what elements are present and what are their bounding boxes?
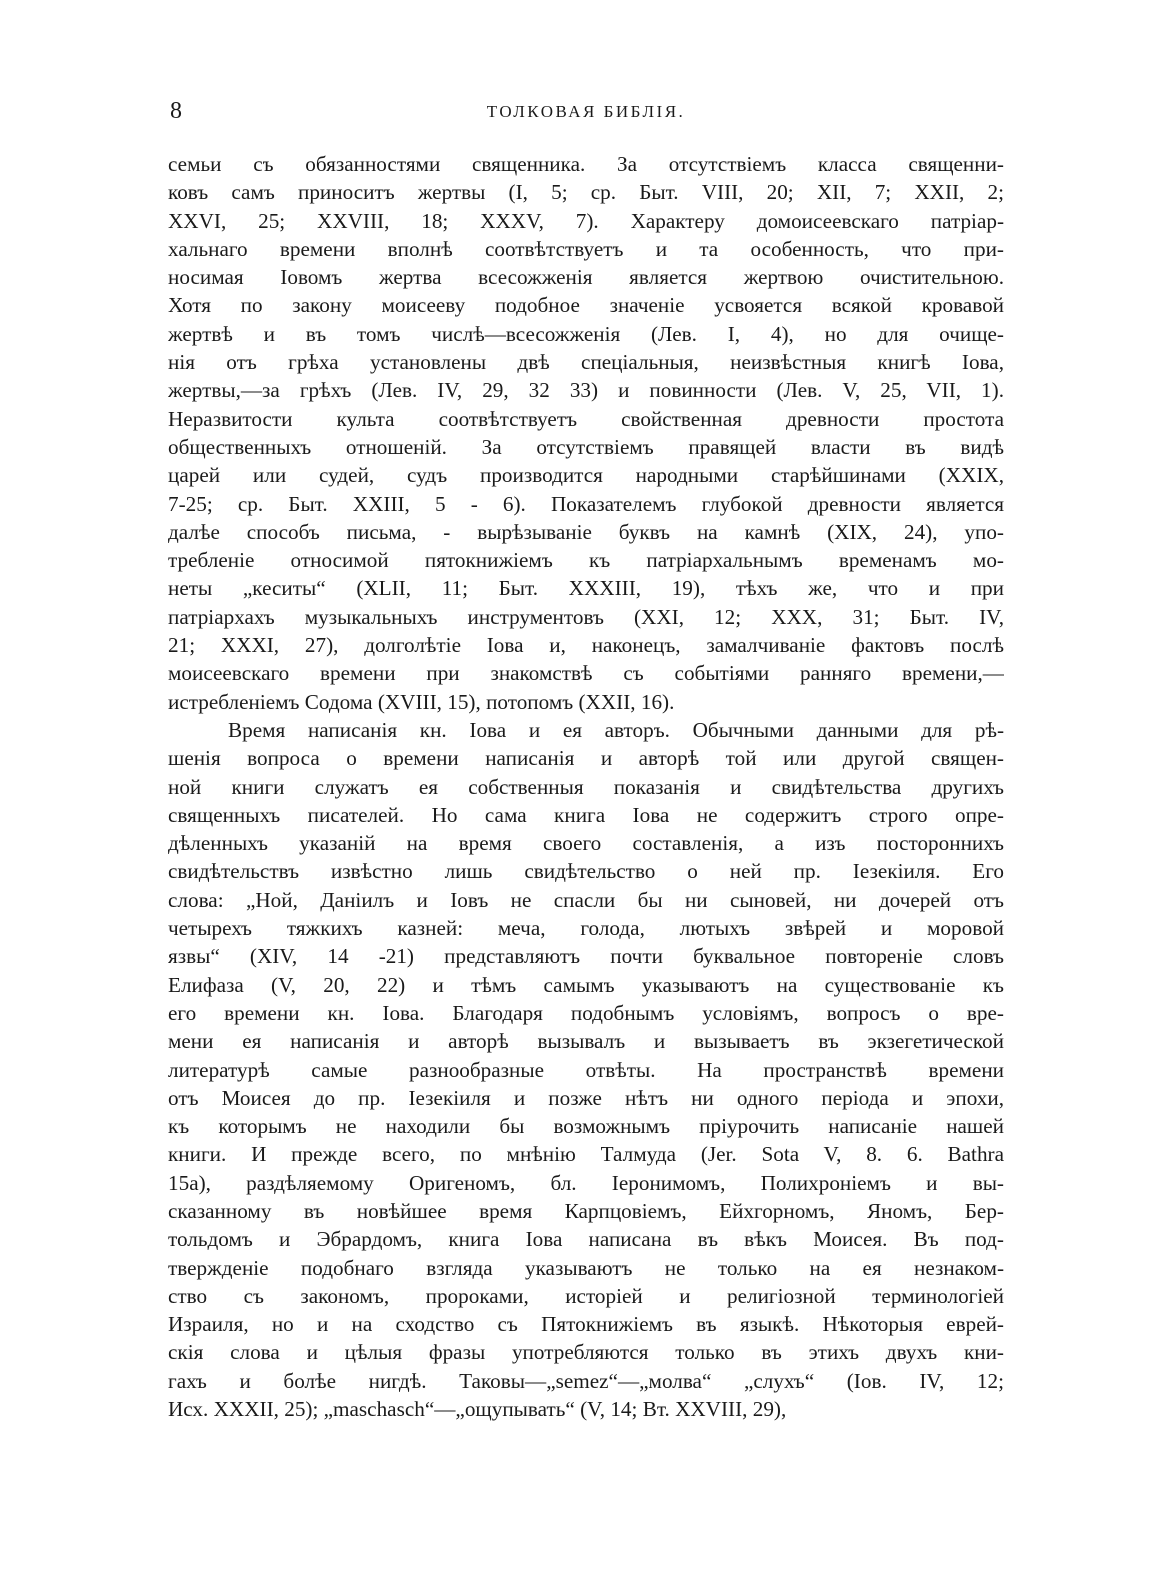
text-line: Исх. XXXII, 25); „maschasch“—„ощупывать“ (V, 14; Вт. XXVIII, 29), — [168, 1397, 787, 1422]
text-line: 7-25; ср. Быт. XXIII, 5 - 6). Показателемъ глубокой древности является — [168, 491, 1004, 516]
text-line: свидѣтельствъ извѣстно лишь свидѣтельство о ней пр. Іезекіиля. Его — [168, 859, 1004, 884]
text-line: Израиля, но и на сходство съ Пятокнижіемъ въ языкѣ. Нѣкоторыя еврей- — [168, 1312, 1004, 1337]
text-line: мени ея написанія и авторѣ вызывалъ и вызываетъ въ экзегетической — [168, 1029, 1004, 1054]
body-text — [168, 150, 1004, 1423]
text-line: Неразвитости культа соотвѣтствуетъ свойственная древности простота — [168, 406, 1004, 431]
text-line: царей или судей, судъ производится народными старѣйшинами (XXIX, — [168, 463, 1004, 488]
text-line: сказанному въ новѣйшее время Карпцовіемъ, Ейхгорномъ, Яномъ, Бер- — [168, 1198, 1004, 1223]
text-line: общественныхъ отношеній. За отсутствіемъ правящей власти въ видѣ — [168, 434, 1004, 459]
running-head — [168, 96, 1004, 126]
text-line: жертвы,—за грѣхъ (Лев. IV, 29, 32 33) и повинности (Лев. V, 25, VII, 1). — [168, 378, 1004, 403]
text-line: священныхъ писателей. Но сама книга Іова не содержитъ строго опре- — [168, 802, 1004, 827]
text-line: тольдомъ и Эбрардомъ, книга Іова написана въ вѣкъ Моисея. Въ под- — [168, 1227, 1004, 1252]
text-line: семьи съ обязанностями священника. За отсутствіемъ класса священни- — [168, 152, 1004, 176]
text-line: ство съ закономъ, пророками, исторіей и религіозной терминологіей — [168, 1283, 1004, 1308]
text-line: дѣленныхъ указаній на время своего составленія, а изъ постороннихъ — [168, 831, 1004, 856]
text-line: 15a), раздѣляемому Оригеномъ, бл. Іеронимомъ, Полихроніемъ и вы- — [168, 1170, 1004, 1195]
text-line: Хотя по закону моисееву подобное значеніе усвояется всякой кровавой — [168, 293, 1004, 318]
running-title: ТОЛКОВАЯ БИБЛІЯ. — [486, 102, 686, 121]
text-line: скія слова и цѣлыя фразы употребляются только въ этихъ двухъ кни- — [168, 1340, 1004, 1365]
text-line: хальнаго времени вполнѣ соотвѣтствуетъ и та особенность, что при- — [168, 236, 1004, 261]
paragraph — [168, 716, 1004, 1423]
text-line: Елифаза (V, 20, 22) и тѣмъ самымъ указываютъ на существованіе къ — [168, 972, 1004, 997]
paragraph — [168, 150, 1004, 716]
text-line: отъ Моисея до пр. Іезекіиля и позже нѣтъ ни одного періода и эпохи, — [168, 1085, 1004, 1110]
text-line: книги. И прежде всего, по мнѣнію Талмуда (Jer. Sota V, 8. 6. Bathra — [168, 1142, 1004, 1167]
text-line: къ которымъ не находили бы возможнымъ пріурочить написаніе нашей — [168, 1114, 1004, 1139]
text-line: патріархахъ музыкальныхъ инструментовъ (XXI, 12; XXX, 31; Быт. IV, — [168, 604, 1004, 629]
text-line: четырехъ тяжкихъ казней: меча, голода, лютыхъ звѣрей и моровой — [168, 916, 1004, 941]
text-line: ной книги служатъ ея собственныя показанія и свидѣтельства другихъ — [168, 774, 1004, 799]
text-line: XXVI, 25; XXVIII, 18; XXXV, 7). Характеру домоисеевскаго патріар- — [168, 208, 1004, 233]
text-line: ковъ самъ приноситъ жертвы (I, 5; ср. Быт. VIII, 20; XII, 7; XXII, 2; — [168, 180, 1004, 205]
text-line: Время написанія кн. Іова и ея авторъ. Обычными данными для рѣ- — [228, 717, 1004, 742]
text-line: носимая Іовомъ жертва всесожженія является жертвою очистительною. — [168, 265, 1004, 290]
text-line: жертвѣ и въ томъ числѣ—всесожженія (Лев. I, 4), но для очище- — [168, 321, 1004, 346]
text-line: 21; XXXI, 27), долголѣтіе Іова и, наконецъ, замалчиваніе фактовъ послѣ — [168, 633, 1004, 658]
text-line: далѣе способъ письма, - вырѣзываніе буквъ на камнѣ (XIX, 24), упо- — [168, 519, 1004, 544]
page-number: 8 — [170, 98, 182, 124]
text-line: нія отъ грѣха установлены двѣ спеціальныя, неизвѣстныя книгѣ Іова, — [168, 350, 1004, 375]
text-line: неты „кеситы“ (XLII, 11; Быт. XXXIII, 19), тѣхъ же, что и при — [168, 576, 1004, 601]
text-line: слова: „Ной, Даніилъ и Іовъ не спасли бы ни сыновей, ни дочерей отъ — [168, 887, 1004, 912]
text-line: твержденіе подобнаго взгляда указываютъ не только на ея незнаком- — [168, 1255, 1004, 1280]
text-line: гахъ и болѣе нигдѣ. Таковы—„semez“—„молва“ „слухъ“ (Іов. IV, 12; — [168, 1368, 1004, 1393]
text-line: шенія вопроса о времени написанія и авторѣ той или другой священ- — [168, 746, 1004, 771]
text-line: моисеевскаго времени при знакомствѣ съ событіями ранняго времени,— — [168, 661, 1004, 686]
text-line: его времени кн. Іова. Благодаря подобнымъ условіямъ, вопросъ о вре- — [168, 1000, 1004, 1025]
text-line: истребленіемъ Содома (XVIII, 15), потопомъ (XXII, 16). — [168, 689, 675, 714]
text-line: язвы“ (XIV, 14 -21) представляютъ почти буквальное повтореніе словъ — [168, 944, 1004, 969]
text-line: литературѣ самые разнообразные отвѣты. На пространствѣ времени — [168, 1057, 1004, 1082]
text-line: требленіе относимой пятокнижіемъ къ патріархальнымъ временамъ мо- — [168, 548, 1004, 573]
